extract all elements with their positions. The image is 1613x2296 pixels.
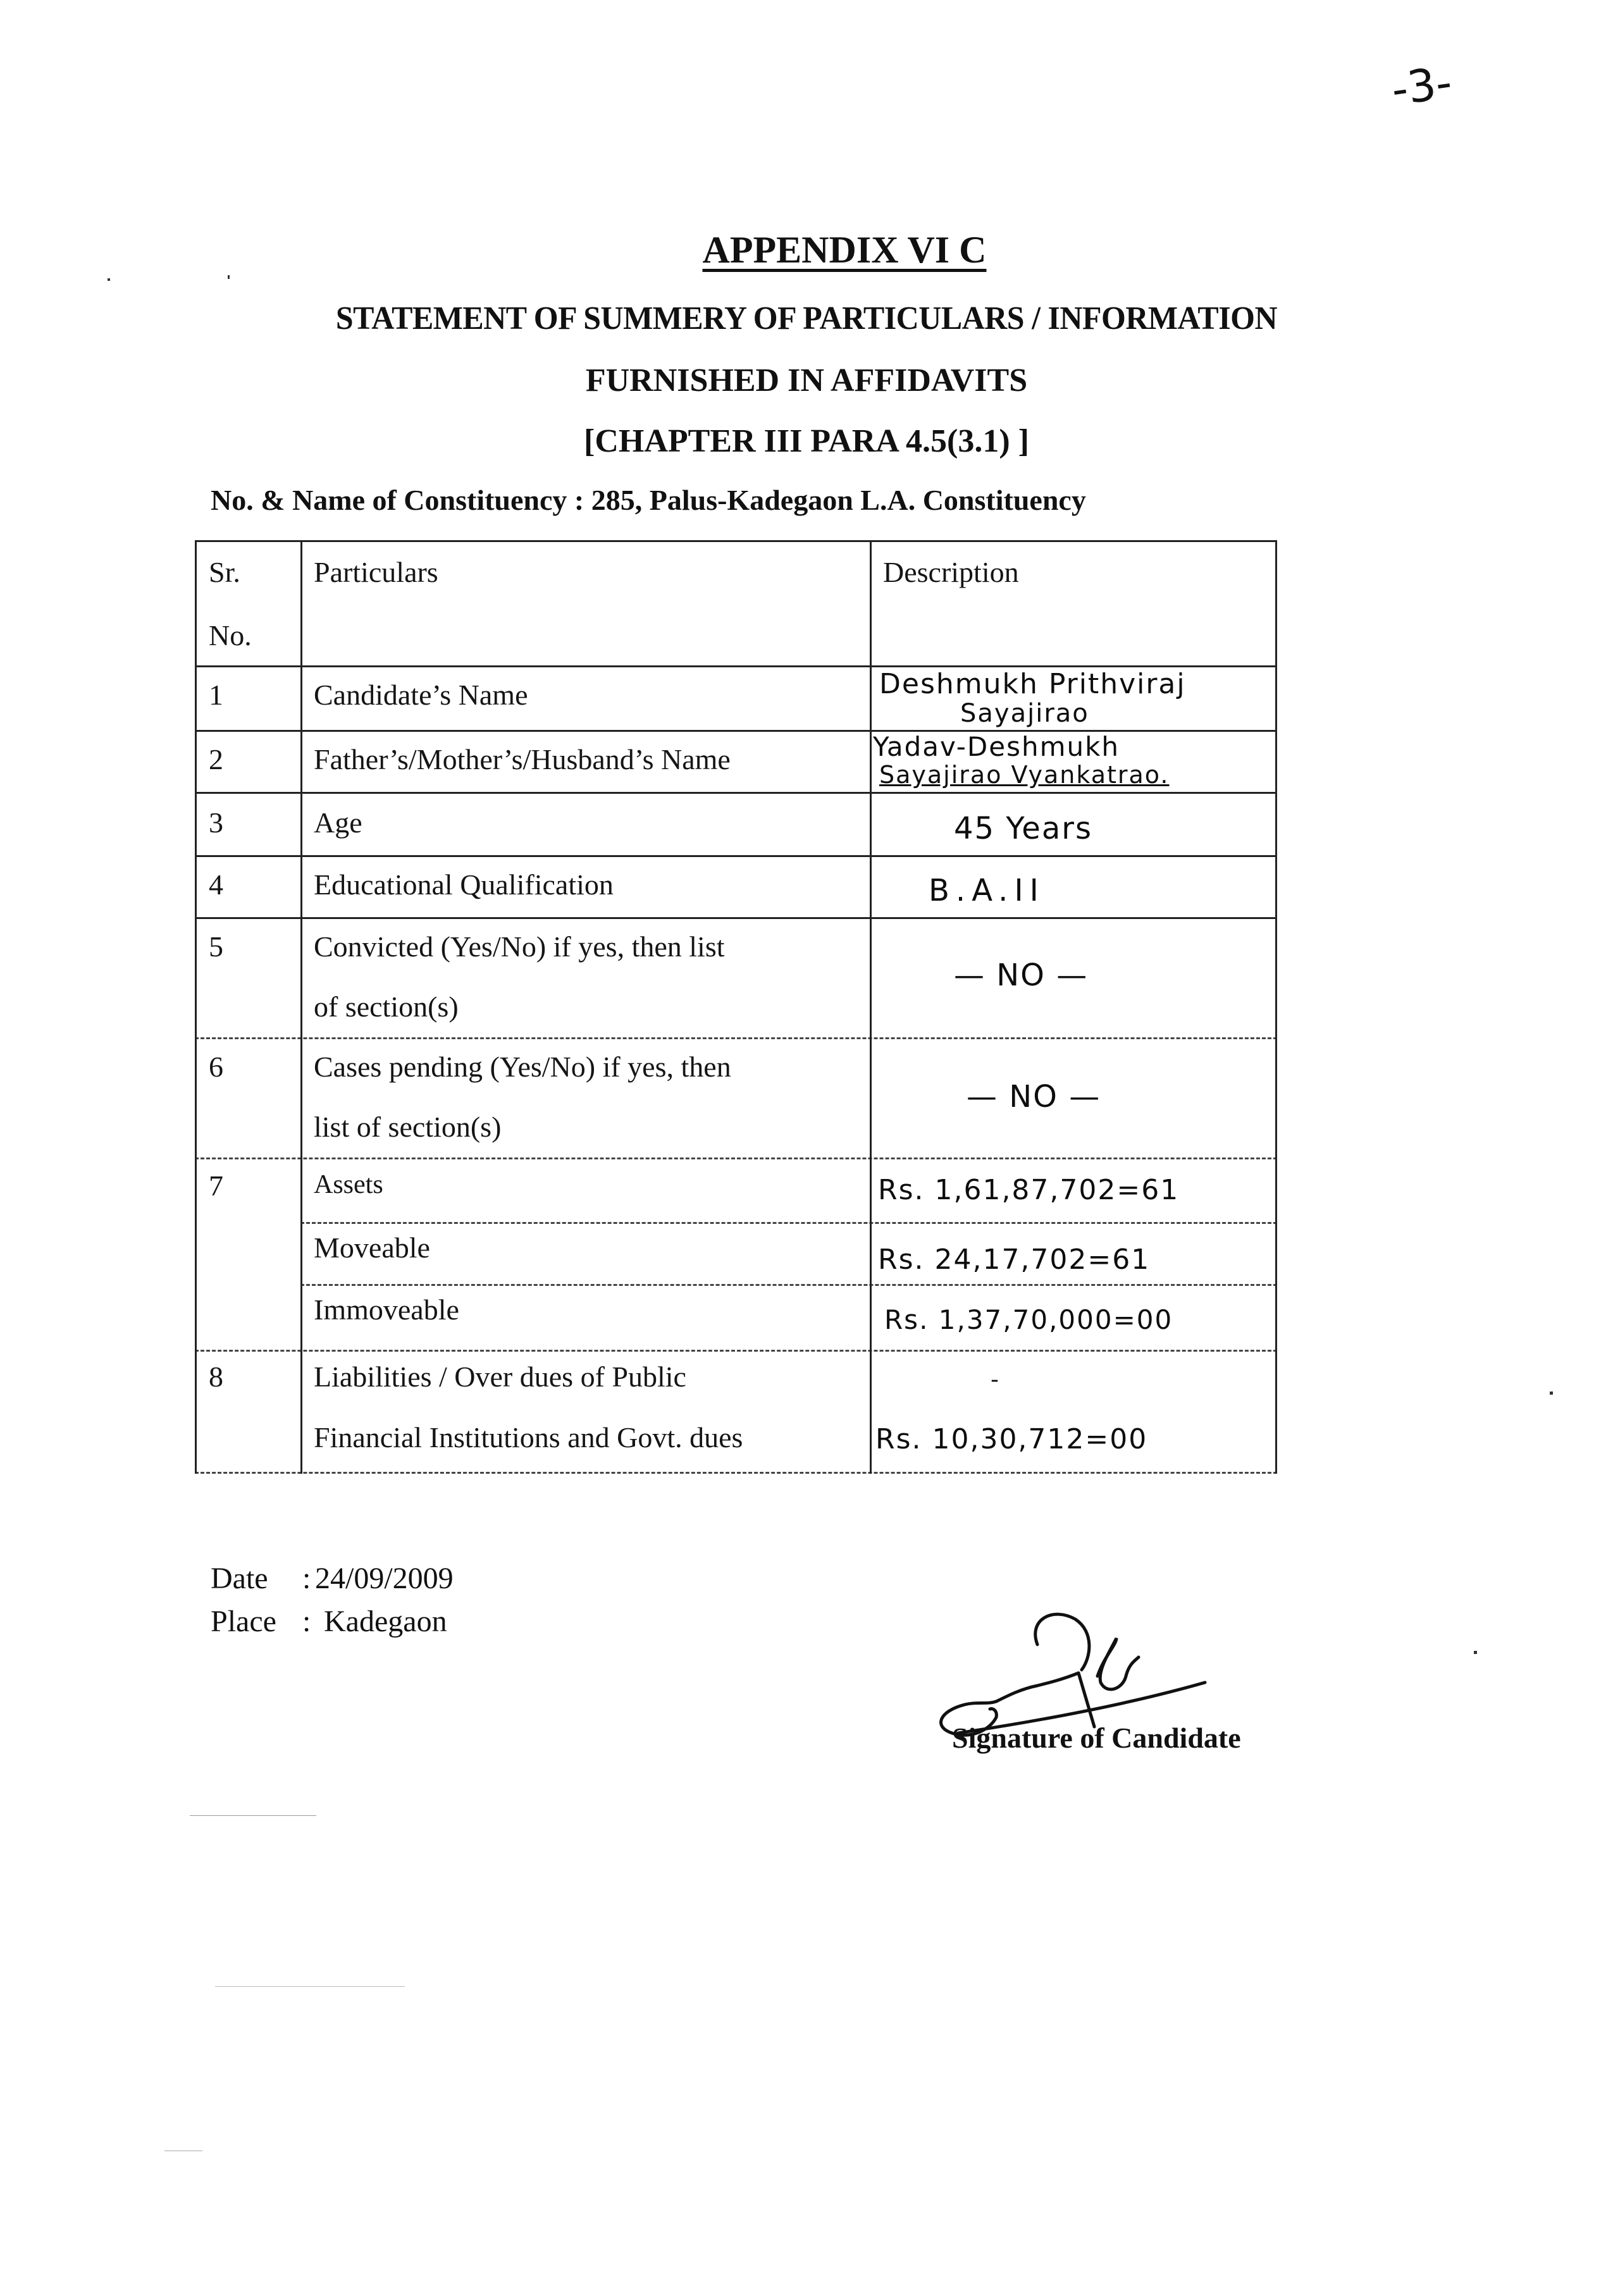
row-particulars: Educational Qualification — [314, 868, 614, 901]
row-sr: 2 — [209, 743, 223, 775]
date-value: 24/09/2009 — [315, 1562, 454, 1595]
column-divider — [300, 540, 302, 1474]
signature-stroke — [1097, 1638, 1139, 1689]
row-divider — [300, 1222, 1277, 1224]
row-particulars: Moveable — [314, 1231, 430, 1264]
header-no: No. — [209, 619, 252, 651]
row-sr: 3 — [209, 806, 223, 839]
column-divider — [870, 540, 872, 1474]
page-number: -3- — [1388, 56, 1455, 116]
chapter-reference: [CHAPTER III PARA 4.5(3.1) ] — [584, 423, 1029, 459]
signature-stroke — [1078, 1673, 1094, 1727]
constituency-line: No. & Name of Constituency : 285, Palus-Kadegaon L.A. Constituency — [211, 484, 1086, 516]
row-sr: 6 — [209, 1051, 223, 1083]
place-label: Place — [211, 1605, 276, 1638]
row-particulars: Cases pending (Yes/No) if yes, then — [314, 1051, 731, 1083]
table-border-bottom — [195, 1472, 1277, 1474]
particulars-table — [195, 540, 1277, 1474]
appendix-title-text: APPENDIX VI C — [702, 229, 987, 271]
row-sr: 1 — [209, 679, 223, 711]
row-divider — [195, 792, 1277, 794]
row-description: Sayajirao Vyankatrao. — [879, 761, 1170, 789]
row-divider — [195, 1157, 1277, 1159]
row-particulars: Financial Institutions and Govt. dues — [314, 1421, 743, 1454]
row-description: B.A.II — [929, 873, 1045, 908]
row-particulars: Convicted (Yes/No) if yes, then list — [314, 930, 725, 963]
scan-speck — [108, 278, 110, 281]
header-particulars: Particulars — [314, 556, 438, 588]
place-value: Kadegaon — [324, 1605, 447, 1638]
row-divider — [195, 1037, 1277, 1039]
date-separator: : — [302, 1562, 311, 1595]
scan-speck — [1550, 1392, 1553, 1395]
scan-speck — [190, 1815, 316, 1816]
row-sr: 7 — [209, 1170, 223, 1202]
header-sr: Sr. — [209, 556, 240, 588]
row-divider — [195, 855, 1277, 857]
header-description: Description — [883, 556, 1019, 588]
row-particulars: of section(s) — [314, 991, 459, 1023]
row-description: Rs. 10,30,712=00 — [875, 1423, 1148, 1455]
row-particulars: list of section(s) — [314, 1111, 502, 1143]
row-description: Rs. 1,37,70,000=00 — [884, 1304, 1173, 1335]
row-description: 45 Years — [954, 811, 1092, 846]
appendix-title — [38, 231, 1613, 269]
row-sr: 8 — [209, 1361, 223, 1393]
row-divider — [300, 1284, 1277, 1286]
row-particulars: Assets — [314, 1170, 383, 1199]
row-description: — NO — — [967, 1079, 1101, 1114]
scan-speck — [228, 275, 230, 279]
row-particulars: Candidate’s Name — [314, 679, 528, 711]
table-border-left — [195, 540, 197, 1474]
row-particulars: Age — [314, 806, 362, 839]
row-description: - — [991, 1367, 1000, 1393]
signature-stroke — [1035, 1614, 1089, 1670]
row-divider — [195, 1350, 1277, 1352]
place-separator: : — [302, 1605, 311, 1638]
row-description: Rs. 24,17,702=61 — [878, 1244, 1151, 1276]
row-sr: 4 — [209, 868, 223, 901]
scan-speck — [1474, 1651, 1477, 1654]
row-description: Deshmukh Prithviraj — [879, 668, 1186, 700]
signature-label: Signature of Candidate — [952, 1722, 1241, 1754]
row-description: — NO — — [954, 958, 1089, 993]
table-border-top — [195, 540, 1277, 542]
row-sr: 5 — [209, 930, 223, 963]
row-description: Sayajirao — [960, 699, 1089, 728]
row-divider — [195, 917, 1277, 919]
row-divider — [195, 665, 1277, 667]
date-label: Date — [211, 1562, 268, 1595]
statement-title-line1: STATEMENT OF SUMMERY OF PARTICULARS / INFORMATION — [335, 300, 1278, 336]
row-particulars: Immoveable — [314, 1293, 459, 1326]
row-particulars: Liabilities / Over dues of Public — [314, 1361, 686, 1393]
scan-speck — [215, 1986, 405, 1987]
row-particulars: Father’s/Mother’s/Husband’s Name — [314, 743, 731, 775]
row-description: Rs. 1,61,87,702=61 — [878, 1174, 1180, 1206]
table-border-right — [1275, 540, 1277, 1474]
row-description: Yadav-Deshmukh — [873, 731, 1120, 762]
statement-title-line2: FURNISHED IN AFFIDAVITS — [585, 362, 1028, 398]
